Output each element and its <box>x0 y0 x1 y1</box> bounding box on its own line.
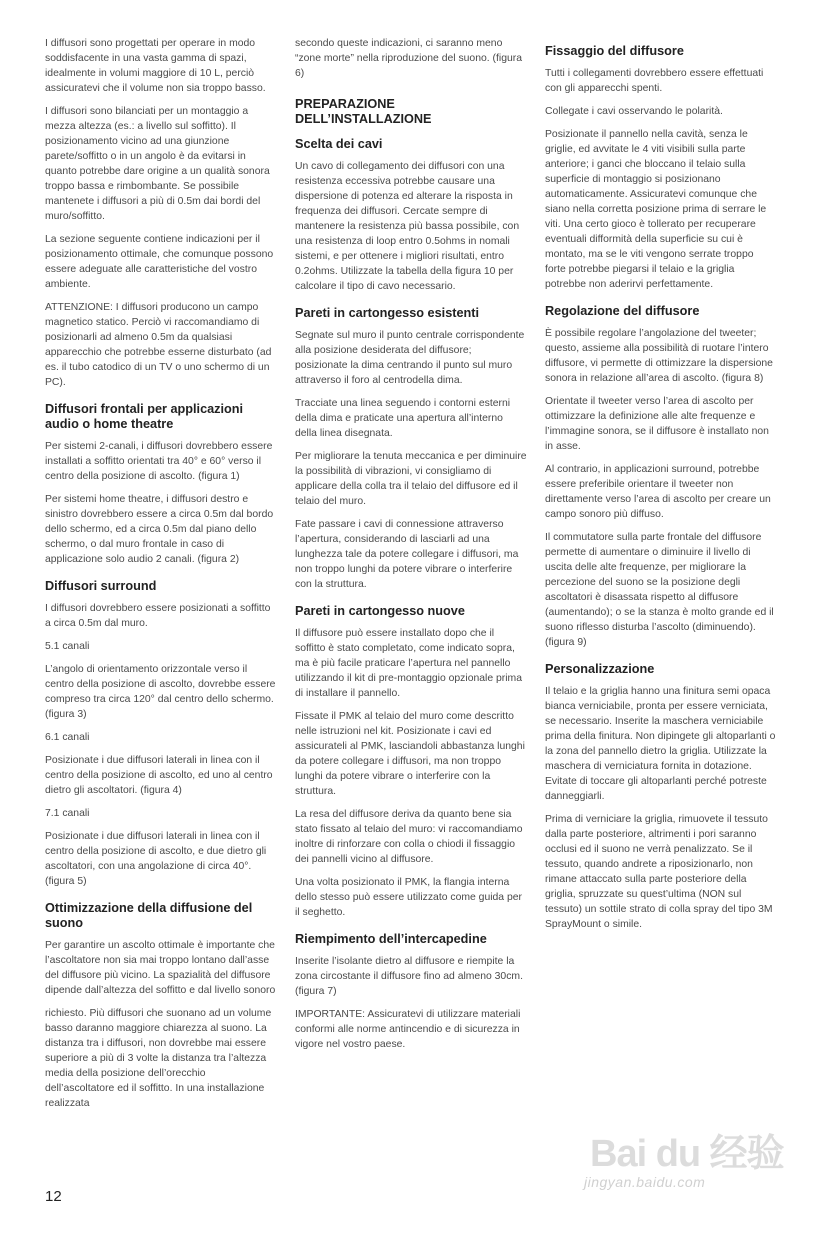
paragraph: Tutti i collegamenti dovrebbero essere effettuati con gli apparecchi spenti. <box>545 68 764 94</box>
heading-fissaggio: Fissaggio del diffusore <box>545 44 684 58</box>
paragraph: 7.1 canali <box>45 808 90 819</box>
paragraph: Una volta posizionato il PMK, la flangia interna dello stesso può essere utilizzato come guida per il seghetto. <box>295 877 522 918</box>
paragraph: Un cavo di collegamento dei diffusori con una resistenza eccessiva potrebbe causare una dispersione di potenza ed alterare la risposta in frequenza dei diffusori. Cercate sempre di mantenere la resistenza più bassa possibile, con una resistenza di loop entro 0.5ohms in nomali sistemi, e per ottenere i migliori risultati, entro 0.2ohms. Utilizzate la tabella della figura 10 per calcolare il tipo di cavo necessario. <box>295 161 520 292</box>
heading-personalizzazione: Personalizzazione <box>545 662 655 676</box>
heading-cavi: Scelta dei cavi <box>295 137 383 151</box>
paragraph: Prima di verniciare la griglia, rimuovete il tessuto dalla parte posteriore, altrimenti i pori saranno occlusi ed il suono ne verrà penalizzato. Se il tessuto, quando andrete a riposizionarlo, non rimane attaccato sulla parte posteriore della griglia, spruzzate su quest’ultima (NON sul tessuto) un sottile strato di colla spray del tipo 3M SprayMount o simile. <box>545 814 773 930</box>
paragraph: Posizionate i due diffusori laterali in linea con il centro della posizione di ascolto, e due dietro gli ascoltatori, con una angolazione di circa 40°. (figura 5) <box>45 831 267 887</box>
column-2 <box>295 36 527 1060</box>
heading-preparazione: PREPARAZIONE DELL’INSTALLAZIONE <box>295 97 432 126</box>
heading-ottimizzazione: Ottimizzazione della diffusione del suono <box>45 901 253 930</box>
paragraph: I diffusori sono progettati per operare in modo soddisfacente in una vasta gamma di spazi, idealmente in volumi maggiore di 10 L, perciò assicuratevi che il volume non sia troppo basso. <box>45 38 266 94</box>
paragraph: Per garantire un ascolto ottimale è importante che l’ascoltatore non sia mai troppo lontano dall’asse del diffusore più vicino. La spazialità del diffusore dipende dall’altezza del soffitto e dal livello sonoro <box>45 940 276 996</box>
paragraph: Collegate i cavi osservando le polarità. <box>545 106 723 117</box>
heading-frontali: Diffusori frontali per applicazioni audio o home theatre <box>45 402 244 431</box>
page-number: 12 <box>45 1188 62 1205</box>
column-3 <box>545 44 777 940</box>
paragraph: IMPORTANTE: Assicuratevi di utilizzare materiali conformi alle norme antincendio e di sicurezza in vigore nel vostro paese. <box>295 1009 521 1050</box>
paragraph: Il commutatore sulla parte frontale del diffusore permette di aumentare o diminuire il livello di uscita delle alte frequenze, per migliorare la percezione del suono se la posizione degli ascoltatori è disassata rispetto al diffusore (aumentando); o se la stanza è molto grande ed il suono riflesso disturba l’ascolto (diminuendo). (figura 9) <box>545 532 774 648</box>
paragraph: richiesto. Più diffusori che suonano ad un volume basso daranno maggiore chiarezza al suono. La distanza tra i diffusori, non dovrebbe mai essere superiore a più di 3 volte la distanza tra l’altezza media della posizione dell’orecchio dell’ascoltatore ed il soffitto. In una installazione realizzata <box>45 1008 272 1109</box>
paragraph: 6.1 canali <box>45 732 90 743</box>
paragraph: La resa del diffusore deriva da quanto bene sia stato fissato al telaio del muro: vi raccomandiamo inoltre di rinforzare con colla o chiodi il fissaggio dei pannelli vicino al diffusore. <box>295 809 523 865</box>
paragraph: Il telaio e la griglia hanno una finitura semi opaca bianca verniciabile, pronta per essere verniciata, se necessario. Inserite la maschera verniciabile prima della finitura. Non dipingete gli altoparlanti o la zona del pannello dietro la griglia. Utilizzate la maschera di verniciatura fornita in dotazione. Evitate di toccare gli altoparlanti perché potreste danneggiarli. <box>545 686 776 802</box>
paragraph: Fissate il PMK al telaio del muro come descritto nelle istruzioni nel kit. Posizionate i cavi ed assicurateli al PMK, lasciandoli abbastanza lunghi da potere collegare i diffusori, ma non troppo lunghi da potere vibrare o interferire con la struttura. <box>295 711 525 797</box>
heading-nuove: Pareti in cartongesso nuove <box>295 604 465 618</box>
paragraph: Inserite l’isolante dietro al diffusore e riempite la zona circostante il diffusore fino ad almeno 30cm. (figura 7) <box>295 956 523 997</box>
paragraph: Il diffusore può essere installato dopo che il soffitto è stato completato, come indicato sopra, ma è più facile praticare l’apertura nel pannello utilizzando il kit di pre-montaggio opzionale prima di installare il pannello. <box>295 628 522 699</box>
paragraph: Per sistemi home theatre, i diffusori destro e sinistro dovrebbero essere a circa 0.5m dal bordo dello schermo, ed a circa 0.5m dal piano dello schermo, o dal muro frontale in caso di applicazione solo audio 2 canali. (figura 2) <box>45 494 274 565</box>
heading-esistenti: Pareti in cartongesso esistenti <box>295 306 480 320</box>
paragraph: ATTENZIONE: I diffusori producono un campo magnetico statico. Perciò vi raccomandiamo di posizionarli ad almeno 0.5m da qualsiasi apparecchio che potrebbe esserne disturbato (ad es. il tubo catodico di un TV o uno schermo di un PC). <box>45 302 272 388</box>
watermark-url: jingyan.baidu.com <box>584 1174 706 1190</box>
watermark <box>584 1122 784 1202</box>
paragraph: Per sistemi 2-canali, i diffusori dovrebbero essere installati a soffitto orientati tra 40° e 60° verso il centro della posizione di ascolto. (figura 1) <box>45 441 273 482</box>
paragraph: Tracciate una linea seguendo i contorni esterni della dima e praticate una apertura all’interno della linea disegnata. <box>295 398 511 439</box>
paragraph: Orientate il tweeter verso l’area di ascolto per ottimizzare la definizione alle alte frequenze e l’immagine sonora, se il diffusore è installato non in asse. <box>545 396 769 452</box>
paragraph: Posizionate il pannello nella cavità, senza le griglie, ed avvitate le 4 viti visibili sulla parte anteriore; i ganci che bloccano il telaio sulla superficie di montaggio si posizionano automaticamente. Assicuratevi comunque che siano nella corretta posizione prima di serrare le viti. Una certo gioco è tollerato per recuperare eventuali difformità della superficie su cui è montato, ma se le viti vengono serrate troppo forte potrebbe piegarsi il telaio e la griglia potrebbe non aderirvi perfettamente. <box>545 129 767 290</box>
paragraph: Posizionate i due diffusori laterali in linea con il centro della posizione di ascolto, ed uno al centro dietro gli ascoltatori. (figura 4) <box>45 755 273 796</box>
heading-surround: Diffusori surround <box>45 579 157 593</box>
paragraph: È possibile regolare l’angolazione del tweeter; questo, assieme alla possibilità di ruotare l’intero diffusore, vi permette di ottimizzare la dispersione sonora in relazione all’area di ascolto. (figura 8) <box>545 328 773 384</box>
watermark-logo: Bai du 经验 <box>590 1133 784 1175</box>
paragraph: 5.1 canali <box>45 641 90 652</box>
paragraph: La sezione seguente contiene indicazioni per il posizionamento ottimale, che comunque possono essere adeguate alle caratteristiche del vostro ambiente. <box>45 234 274 290</box>
paragraph: Per migliorare la tenuta meccanica e per diminuire la possibilità di vibrazioni, vi consigliamo di applicare della colla tra il telaio del diffusore ed il telaio del muro. <box>295 451 527 507</box>
paragraph: L’angolo di orientamento orizzontale verso il centro della posizione di ascolto, dovrebbe essere compreso tra circa 120° dal centro dello schermo. (figura 3) <box>45 664 276 720</box>
paragraph: Segnate sul muro il punto centrale corrispondente alla posizione desiderata del diffusore; posizionate la dima centrando il punto sul muro attraverso il foro al centrodella dima. <box>295 330 525 386</box>
column-1 <box>45 36 277 1119</box>
paragraph: I diffusori sono bilanciati per un montaggio a mezza altezza (es.: a livello sul soffitto). Il posizionamento vicino ad una giunzione parete/soffitto o in un angolo è da evitarsi in quanto potrebbe dare origine a un qualità sonora troppo bassa e rimbombante. Se possibile mantenete i diffusori a più di 0.5m dai bordi del muro/soffitto. <box>45 106 270 222</box>
heading-riempimento: Riempimento dell’intercapedine <box>295 932 487 946</box>
paragraph: I diffusori dovrebbero essere posizionati a soffitto a circa 0.5m dal muro. <box>45 603 271 629</box>
paragraph: Al contrario, in applicazioni surround, potrebbe essere preferibile orientare il tweeter non direttamente verso l’area di ascolto per creare un campo sonoro più diffuso. <box>545 464 771 520</box>
heading-regolazione: Regolazione del diffusore <box>545 304 700 318</box>
paragraph: secondo queste indicazioni, ci saranno meno “zone morte” nella riproduzione del suono. (figura 6) <box>295 38 522 79</box>
paragraph: Fate passare i cavi di connessione attraverso l’apertura, considerando di lasciarli ad una lunghezza tale da potere collegare i diffusori, ma non troppo lunghi da potere vibrare o interferire con la struttura. <box>295 519 519 590</box>
